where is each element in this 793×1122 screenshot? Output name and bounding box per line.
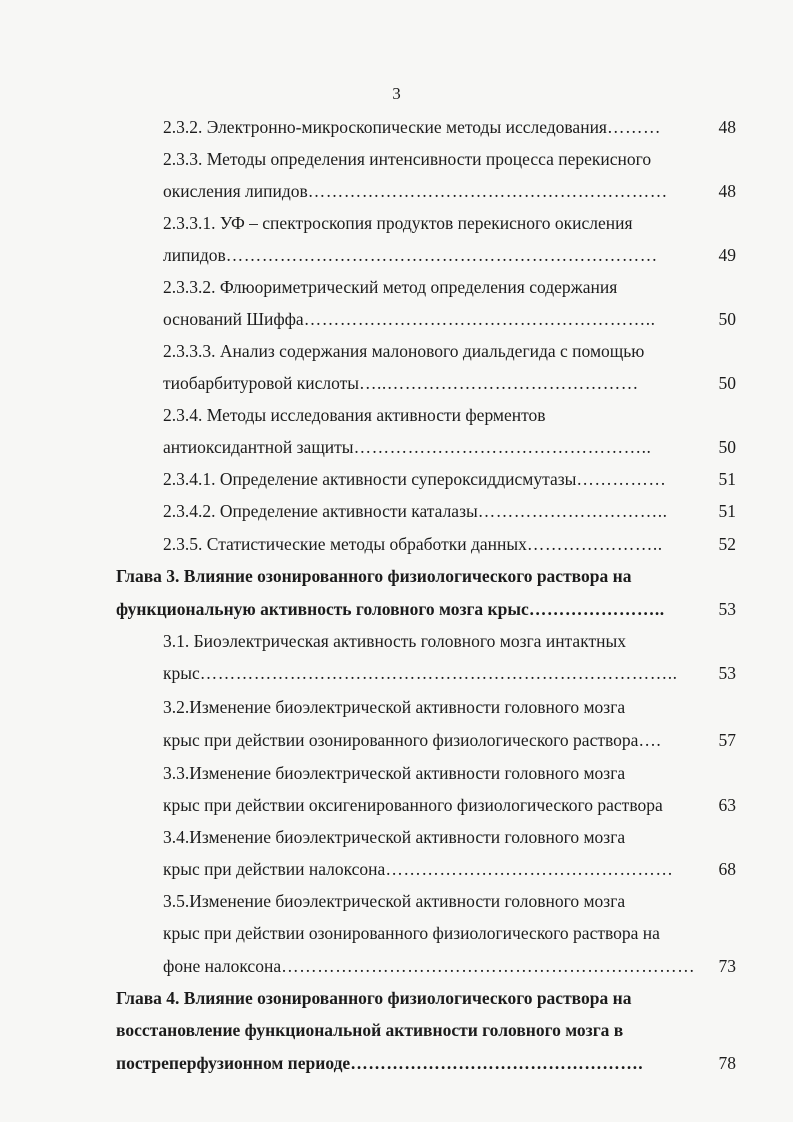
toc-leader-dots: …………………………………………. [350, 1053, 644, 1073]
toc-entry-2-3-3-3 [163, 340, 698, 362]
toc-entry-2-3-3-cont [163, 180, 698, 202]
toc-entry-text: восстановление функциональной активности головного мозга в [116, 1020, 624, 1040]
toc-entry-text: Глава 3. Влияние озонированного физиологического раствора на [116, 566, 632, 586]
toc-entry-2-3-3 [163, 148, 698, 170]
toc-entry-2-3-4-2 [163, 500, 698, 522]
toc-entry-text: 3.3.Изменение биоэлектрической активности головного мозга [163, 763, 626, 783]
toc-leader-dots: …………………………………………………………………….. [199, 663, 678, 683]
toc-chapter-4-cont [116, 1019, 698, 1041]
toc-entry-text: оснований Шиффа [163, 309, 304, 329]
toc-entry-text: Глава 4. Влияние озонированного физиологического раствора на [116, 988, 632, 1008]
toc-entry-3-1-cont [163, 662, 698, 684]
toc-page-number: 50 [718, 373, 736, 393]
toc-entry-3-4-cont [163, 858, 698, 880]
toc-entry-3-2-cont [163, 729, 698, 751]
toc-page-number: 51 [718, 469, 736, 489]
toc-leader-dots: …. [638, 730, 662, 750]
toc-leader-dots: ………………………………………………….. [303, 309, 656, 329]
toc-page-number: 78 [718, 1053, 736, 1073]
toc-entry-3-5-cont2 [163, 955, 698, 977]
toc-page-number: 52 [718, 534, 736, 554]
toc-page-number: 63 [718, 795, 736, 815]
toc-entry-text: 3.1. Биоэлектрическая активность головного мозга интактных [163, 631, 626, 651]
toc-chapter-4-cont2 [116, 1052, 698, 1074]
toc-entry-3-5-cont [163, 922, 698, 944]
toc-entry-3-2 [163, 696, 698, 718]
toc-leader-dots: …………………………………………………… [307, 181, 668, 201]
toc-page-number: 53 [718, 599, 736, 619]
toc-entry-text: липидов [163, 245, 226, 265]
toc-leader-dots: …………………………………………………………… [281, 956, 696, 976]
toc-entry-text: крыс при действии озонированного физиологического раствора на [163, 923, 660, 943]
toc-page-number: 53 [718, 663, 736, 683]
toc-leader-dots: …………… [576, 469, 667, 489]
toc-leader-dots: ………………………………………….. [353, 437, 652, 457]
toc-page-number: 51 [718, 501, 736, 521]
toc-entry-text: 3.4.Изменение биоэлектрической активности головного мозга [163, 827, 626, 847]
toc-entry-text: 2.3.3.3. Анализ содержания малонового диальдегида с помощью [163, 341, 645, 361]
toc-leader-dots: ……………………………………………………………… [225, 245, 658, 265]
toc-entry-text: 3.5.Изменение биоэлектрической активности головного мозга [163, 891, 626, 911]
toc-entry-text: фоне налоксона [163, 956, 282, 976]
toc-entry-text: 3.2.Изменение биоэлектрической активности головного мозга [163, 697, 626, 717]
toc-entry-text: функциональную активность головного мозга крыс [116, 599, 529, 619]
toc-page-number: 57 [718, 730, 736, 750]
toc-page-number: 49 [718, 245, 736, 265]
toc-page-number: 50 [718, 437, 736, 457]
toc-entry-text: 2.3.4.2. Определение активности каталазы [163, 501, 478, 521]
toc-chapter-4 [116, 987, 698, 1009]
toc-entry-text: 2.3.4.1. Определение активности супероксиддисмутазы [163, 469, 577, 489]
toc-entry-text: крыс [163, 663, 200, 683]
toc-entry-3-3 [163, 762, 698, 784]
toc-entry-text: тиобарбитуровой кислоты [163, 373, 360, 393]
toc-page-number: 73 [718, 956, 736, 976]
toc-leader-dots: ………………………………………… [385, 859, 674, 879]
toc-entry-2-3-2 [163, 116, 698, 138]
toc-entry-2-3-3-1-cont [163, 244, 698, 266]
toc-leader-dots: ……… [606, 117, 661, 137]
toc-entry-3-1 [163, 630, 698, 652]
toc-page-number: 50 [718, 309, 736, 329]
toc-entry-text: 2.3.5. Статистические методы обработки данных [163, 534, 527, 554]
toc-entry-text: 2.3.3.2. Флюориметрический метод определения содержания [163, 277, 618, 297]
page-number: 3 [392, 84, 401, 103]
toc-chapter-3-cont [116, 598, 698, 620]
toc-entry-text: окисления липидов [163, 181, 308, 201]
toc-leader-dots: ………………….. [528, 599, 665, 619]
toc-entry-text: 2.3.3.1. УФ – спектроскопия продуктов перекисного окисления [163, 213, 633, 233]
toc-leader-dots: …..…………………………………… [359, 373, 639, 393]
toc-entry-text: крыс при действии озонированного физиологического раствора [163, 730, 639, 750]
toc-entry-text: 2.3.3. Методы определения интенсивности процесса перекисного [163, 149, 652, 169]
toc-entry-2-3-4 [163, 404, 698, 426]
toc-entry-2-3-4-1 [163, 468, 698, 490]
toc-entry-3-4 [163, 826, 698, 848]
toc-leader-dots: ………………….. [526, 534, 663, 554]
toc-entry-text: 2.3.2. Электронно-микроскопические методы исследования [163, 117, 607, 137]
toc-page-number: 68 [718, 859, 736, 879]
toc-entry-text: 2.3.4. Методы исследования активности ферментов [163, 405, 546, 425]
toc-entry-2-3-4-cont [163, 436, 698, 458]
toc-page-number: 48 [718, 181, 736, 201]
toc-entry-text: антиоксидантной защиты [163, 437, 354, 457]
toc-chapter-3 [116, 565, 698, 587]
toc-entry-text: крыс при действии налоксона [163, 859, 386, 879]
toc-leader-dots: ………………………….. [477, 501, 668, 521]
toc-page-number: 48 [718, 117, 736, 137]
toc-entry-3-5 [163, 890, 698, 912]
toc-entry-2-3-3-2-cont [163, 308, 698, 330]
toc-entry-2-3-3-2 [163, 276, 698, 298]
toc-entry-text: постреперфузионном периоде [116, 1053, 351, 1073]
toc-entry-2-3-5 [163, 533, 698, 555]
toc-entry-3-3-cont [163, 794, 698, 816]
toc-entry-2-3-3-3-cont [163, 372, 698, 394]
toc-entry-2-3-3-1 [163, 212, 698, 234]
toc-entry-text: крыс при действии оксигенированного физиологического раствора [163, 795, 663, 815]
